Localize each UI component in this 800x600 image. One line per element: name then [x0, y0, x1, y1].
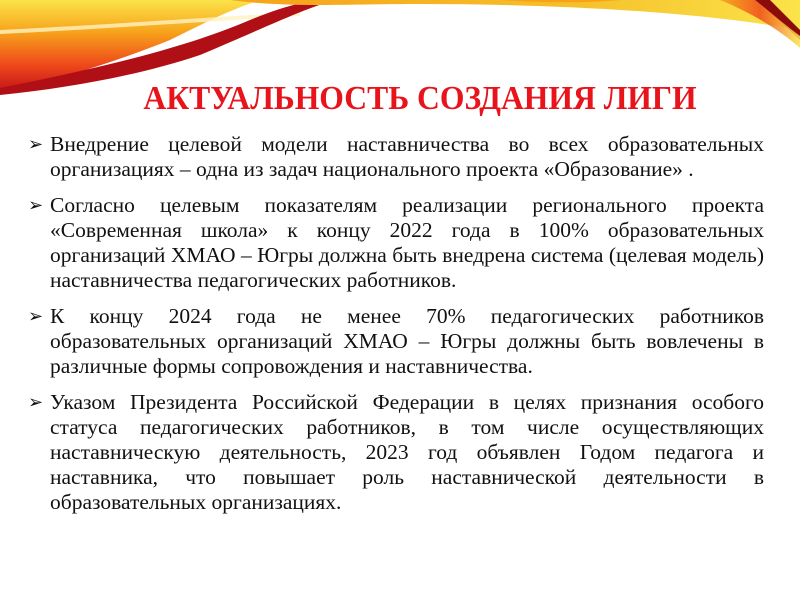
bullet-text: К концу 2024 года не менее 70% педагогических работников образовательных организаций ХМАО – Югры должны быть вовлечены в различные формы сопровождения и наставничества. [50, 304, 764, 378]
bullet-text: Внедрение целевой модели наставничества во всех образовательных организациях – одна из задач национального проекта «Образование» . [50, 132, 764, 181]
arrow-bullet-icon: ➢ [28, 195, 44, 216]
bullet-item [24, 193, 764, 293]
bullet-item [24, 390, 764, 515]
bullet-item [24, 132, 764, 182]
bullet-item [24, 304, 764, 379]
bullet-list [24, 132, 764, 526]
slide-title [29, 80, 773, 118]
arrow-bullet-icon: ➢ [28, 134, 44, 155]
bullet-text: Согласно целевым показателям реализации регионального проекта «Современная школа» к концу 2022 года в 100% образовательных организаций ХМАО – Югры должна быть внедрена система (целевая модель) наставничества педагогических работников. [50, 193, 764, 292]
slide-title-text: АКТУАЛЬНОСТЬ СОЗДАНИЯ ЛИГИ [143, 80, 697, 117]
arrow-bullet-icon: ➢ [28, 306, 44, 327]
arrow-bullet-icon: ➢ [28, 392, 44, 413]
bullet-text: Указом Президента Российской Федерации в целях признания особого статуса педагогических работников, в том числе осуществляющих наставническую деятельность, 2023 год объявлен Годом педагога и наставника, что повышает роль наставнической деятельности в образовательных организациях. [50, 390, 764, 514]
